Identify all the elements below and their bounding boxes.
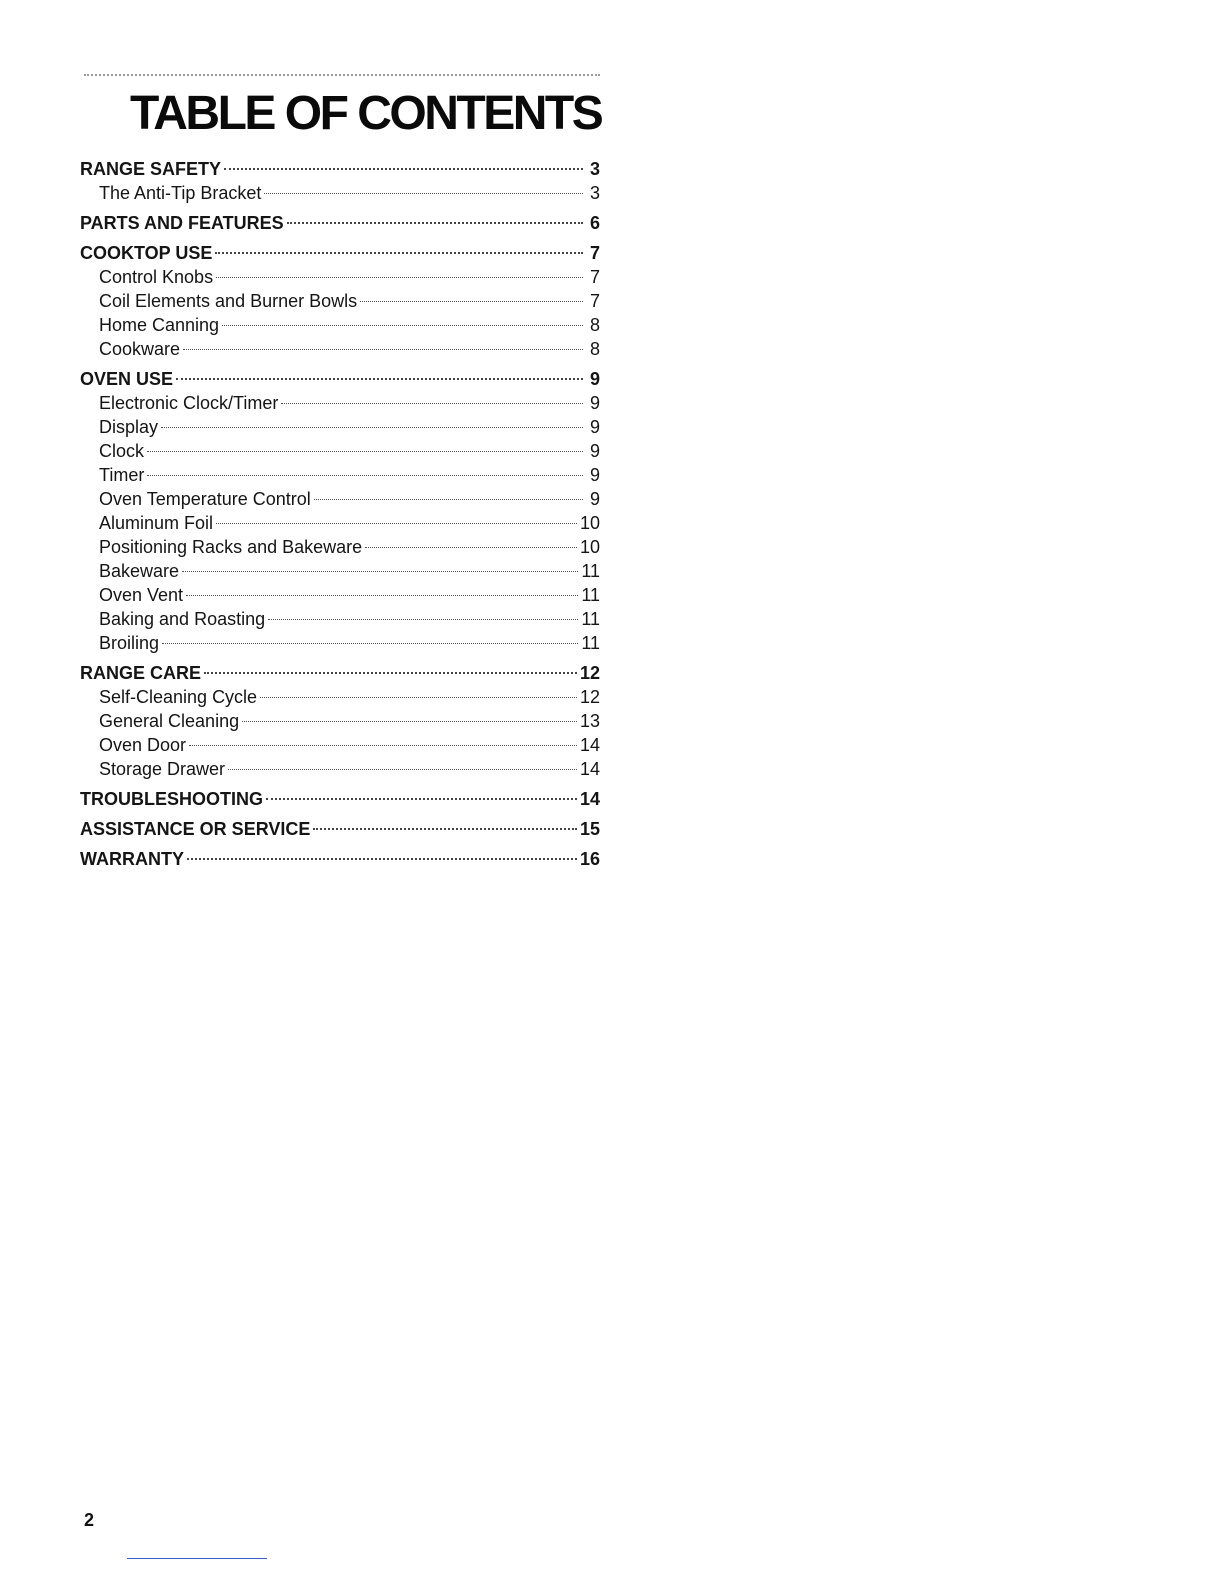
entry-title: Control Knobs (99, 267, 214, 287)
entry-title: Oven Vent (99, 585, 184, 605)
dot-leader (176, 378, 583, 380)
page-ref: 9 (589, 393, 600, 413)
dot-leader (182, 571, 578, 572)
toc-section (80, 817, 600, 841)
toc-section-heading[interactable] (80, 787, 600, 811)
page-ref: 15 (579, 819, 600, 839)
dot-leader (281, 403, 583, 404)
entry-title: The Anti-Tip Bracket (99, 183, 262, 203)
toc-entry[interactable] (80, 607, 600, 631)
toc-entry[interactable] (80, 709, 600, 733)
page-ref: 7 (589, 243, 600, 263)
dot-leader (147, 475, 583, 476)
dot-leader (264, 193, 583, 194)
page-ref: 14 (579, 789, 600, 809)
toc-entry[interactable] (80, 337, 600, 361)
toc-section-heading[interactable] (80, 157, 600, 181)
page-ref: 11 (581, 609, 600, 629)
page-ref: 11 (581, 633, 600, 653)
table-of-contents (80, 157, 600, 877)
section-title: RANGE SAFETY (80, 159, 222, 179)
dot-leader (186, 595, 578, 596)
entry-title: Self-Cleaning Cycle (99, 687, 258, 707)
toc-entry[interactable] (80, 313, 600, 337)
page-ref: 12 (579, 663, 600, 683)
entry-title: Electronic Clock/Timer (99, 393, 279, 413)
dot-leader (189, 745, 577, 746)
toc-section-heading[interactable] (80, 241, 600, 265)
dot-leader (314, 499, 583, 500)
toc-section (80, 157, 600, 205)
top-divider (84, 74, 600, 76)
dot-leader (260, 697, 577, 698)
dot-leader (224, 168, 583, 170)
toc-entry[interactable] (80, 181, 600, 205)
page-ref: 7 (589, 267, 600, 287)
bottom-divider (127, 1558, 267, 1559)
entry-title: Broiling (99, 633, 160, 653)
toc-entry[interactable] (80, 583, 600, 607)
page-title: TABLE OF CONTENTS (130, 87, 602, 140)
entry-title: Positioning Racks and Bakeware (99, 537, 363, 557)
page-ref: 7 (589, 291, 600, 311)
toc-entry[interactable] (80, 265, 600, 289)
page-ref: 14 (579, 735, 600, 755)
page-ref: 3 (589, 159, 600, 179)
toc-section-heading[interactable] (80, 661, 600, 685)
toc-entry[interactable] (80, 391, 600, 415)
toc-section (80, 241, 600, 361)
section-title: PARTS AND FEATURES (80, 213, 284, 233)
entry-title: Oven Temperature Control (99, 489, 311, 509)
toc-entry[interactable] (80, 559, 600, 583)
page-ref: 9 (589, 465, 600, 485)
toc-entry[interactable] (80, 289, 600, 313)
dot-leader (365, 547, 577, 548)
dot-leader (216, 277, 583, 278)
entry-title: Storage Drawer (99, 759, 226, 779)
entry-title: Coil Elements and Burner Bowls (99, 291, 358, 311)
toc-entry[interactable] (80, 631, 600, 655)
entry-title: Timer (99, 465, 145, 485)
entry-title: Bakeware (99, 561, 180, 581)
section-title: ASSISTANCE OR SERVICE (80, 819, 311, 839)
section-title: WARRANTY (80, 849, 184, 869)
dot-leader (187, 858, 577, 860)
toc-entry[interactable] (80, 415, 600, 439)
dot-leader (161, 427, 583, 428)
toc-section-heading[interactable] (80, 817, 600, 841)
entry-title: Clock (99, 441, 145, 461)
entry-title: Home Canning (99, 315, 220, 335)
entry-title: Baking and Roasting (99, 609, 266, 629)
section-title: COOKTOP USE (80, 243, 213, 263)
entry-title: Aluminum Foil (99, 513, 214, 533)
dot-leader (313, 828, 577, 830)
section-title: RANGE CARE (80, 663, 202, 683)
toc-section (80, 847, 600, 871)
toc-section-heading[interactable] (80, 367, 600, 391)
dot-leader (216, 523, 577, 524)
dot-leader (228, 769, 577, 770)
toc-entry[interactable] (80, 463, 600, 487)
toc-entry[interactable] (80, 685, 600, 709)
page-ref: 14 (579, 759, 600, 779)
page-ref: 8 (589, 339, 600, 359)
toc-entry[interactable] (80, 439, 600, 463)
page-ref: 9 (589, 369, 600, 389)
page-number: 2 (84, 1510, 95, 1530)
toc-entry[interactable] (80, 511, 600, 535)
page-ref: 9 (589, 489, 600, 509)
page-ref: 3 (589, 183, 600, 203)
page-ref: 13 (579, 711, 600, 731)
toc-entry[interactable] (80, 733, 600, 757)
entry-title: Display (99, 417, 159, 437)
page-ref: 9 (589, 441, 600, 461)
page-ref: 10 (579, 537, 600, 557)
toc-entry[interactable] (80, 535, 600, 559)
entry-title: Oven Door (99, 735, 187, 755)
dot-leader (266, 798, 577, 800)
toc-section (80, 211, 600, 235)
page-ref: 8 (589, 315, 600, 335)
page-ref: 6 (589, 213, 600, 233)
toc-section (80, 787, 600, 811)
dot-leader (215, 252, 583, 254)
entry-title: General Cleaning (99, 711, 240, 731)
toc-section (80, 661, 600, 781)
dot-leader (287, 222, 583, 224)
dot-leader (222, 325, 583, 326)
entry-title: Cookware (99, 339, 181, 359)
dot-leader (204, 672, 577, 674)
dot-leader (242, 721, 577, 722)
dot-leader (183, 349, 583, 350)
toc-entry[interactable] (80, 487, 600, 511)
section-title: OVEN USE (80, 369, 174, 389)
dot-leader (360, 301, 583, 302)
page-ref: 9 (589, 417, 600, 437)
dot-leader (162, 643, 578, 644)
section-title: TROUBLESHOOTING (80, 789, 263, 809)
page-ref: 11 (581, 585, 600, 605)
dot-leader (268, 619, 578, 620)
toc-section-heading[interactable] (80, 847, 600, 871)
toc-entry[interactable] (80, 757, 600, 781)
page-ref: 16 (579, 849, 600, 869)
page-ref: 12 (579, 687, 600, 707)
toc-section (80, 367, 600, 655)
toc-section-heading[interactable] (80, 211, 600, 235)
dot-leader (147, 451, 583, 452)
page-ref: 10 (579, 513, 600, 533)
page-ref: 11 (581, 561, 600, 581)
